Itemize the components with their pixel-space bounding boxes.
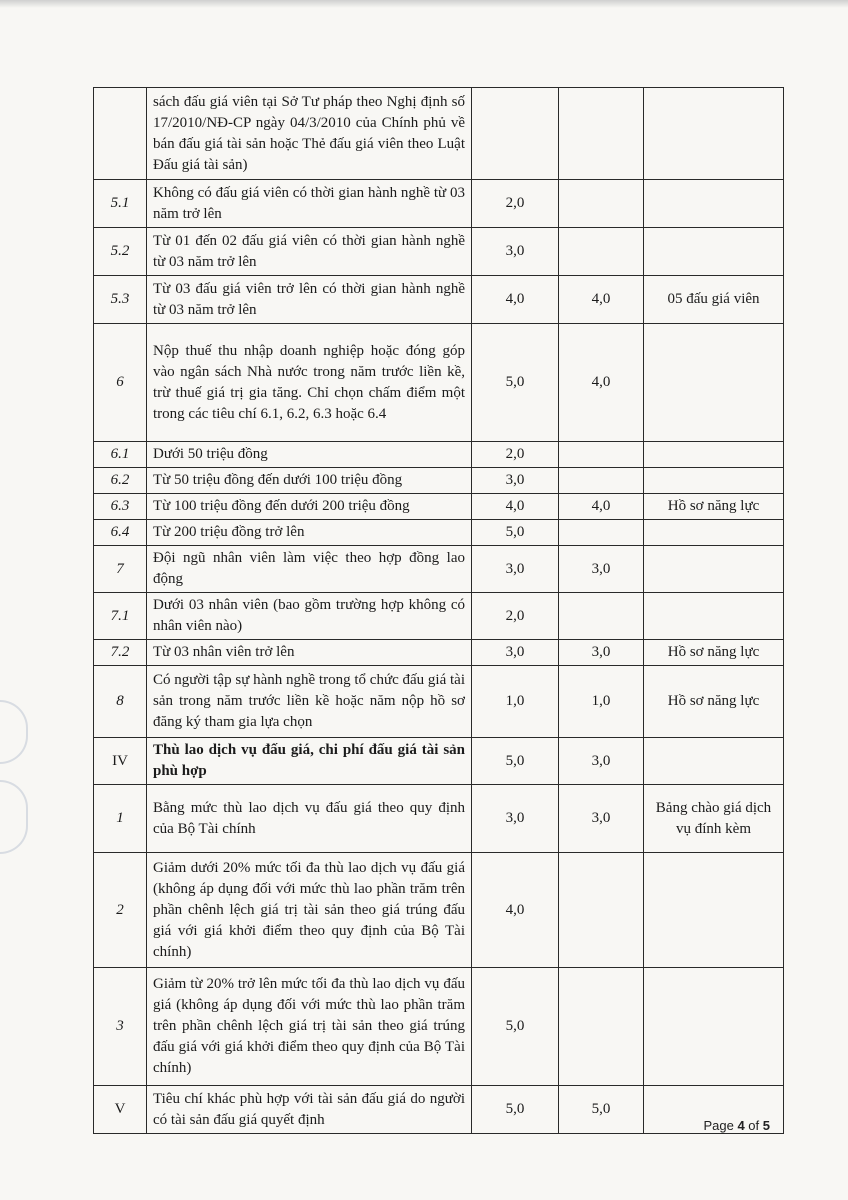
row-index: 6.4: [94, 520, 147, 546]
table-row: [94, 738, 784, 785]
table-row: [94, 785, 784, 853]
table-row: [94, 546, 784, 593]
table-row: [94, 853, 784, 968]
criterion-text: Từ 50 triệu đồng đến dưới 100 triệu đồng: [147, 468, 472, 494]
of-word: of: [748, 1118, 760, 1133]
evidence-note: [644, 593, 784, 640]
table-row: [94, 180, 784, 228]
row-index: 2: [94, 853, 147, 968]
max-score: 5,0: [472, 520, 559, 546]
row-index: 5.2: [94, 228, 147, 276]
awarded-score: 4,0: [559, 276, 644, 324]
max-score: 3,0: [472, 468, 559, 494]
scoring-table: [93, 87, 784, 1134]
criterion-text: Có người tập sự hành nghề trong tổ chức đấu giá tài sản trong năm trước liền kề hoặc năm nộp hồ sơ đăng ký tham gia lựa chọn: [147, 666, 472, 738]
criterion-text: Dưới 50 triệu đồng: [147, 442, 472, 468]
scan-edge-shadow: [0, 0, 848, 8]
row-index: 6: [94, 324, 147, 442]
evidence-note: [644, 324, 784, 442]
max-score: 4,0: [472, 494, 559, 520]
table-row: [94, 520, 784, 546]
evidence-note: [644, 968, 784, 1086]
awarded-score: [559, 968, 644, 1086]
max-score: 5,0: [472, 738, 559, 785]
criterion-text: Dưới 03 nhân viên (bao gồm trường hợp không có nhân viên nào): [147, 593, 472, 640]
row-index: [94, 88, 147, 180]
criterion-text: Không có đấu giá viên có thời gian hành nghề từ 03 năm trở lên: [147, 180, 472, 228]
row-index: 7.2: [94, 640, 147, 666]
table-row: [94, 593, 784, 640]
max-score: 3,0: [472, 546, 559, 593]
awarded-score: [559, 593, 644, 640]
awarded-score: [559, 442, 644, 468]
evidence-note: 05 đấu giá viên: [644, 276, 784, 324]
criterion-text: Tiêu chí khác phù hợp với tài sản đấu giá do người có tài sản đấu giá quyết định: [147, 1086, 472, 1134]
awarded-score: 4,0: [559, 494, 644, 520]
max-score: 2,0: [472, 593, 559, 640]
awarded-score: [559, 180, 644, 228]
page-word: Page: [703, 1118, 734, 1133]
evidence-note: [644, 738, 784, 785]
table-row: [94, 228, 784, 276]
awarded-score: 3,0: [559, 640, 644, 666]
table-row: [94, 494, 784, 520]
table-row: [94, 640, 784, 666]
criterion-text: Giảm từ 20% trở lên mức tối đa thù lao dịch vụ đấu giá (không áp dụng đối với mức thù lao phần trăm trên phần chênh lệch giá trị tài sản theo giá trúng đấu giá với giá khởi điểm theo quy định của Bộ Tài chính): [147, 968, 472, 1086]
awarded-score: 1,0: [559, 666, 644, 738]
max-score: 4,0: [472, 853, 559, 968]
max-score: 3,0: [472, 640, 559, 666]
awarded-score: 5,0: [559, 1086, 644, 1134]
max-score: 5,0: [472, 1086, 559, 1134]
row-index: 7.1: [94, 593, 147, 640]
table-row: [94, 324, 784, 442]
table-row: [94, 968, 784, 1086]
evidence-note: [644, 228, 784, 276]
max-score: 1,0: [472, 666, 559, 738]
evidence-note: Hồ sơ năng lực: [644, 666, 784, 738]
evidence-note: [644, 468, 784, 494]
awarded-score: 3,0: [559, 738, 644, 785]
max-score: 2,0: [472, 180, 559, 228]
table-row: [94, 468, 784, 494]
table-row: [94, 442, 784, 468]
criterion-text: Từ 200 triệu đồng trở lên: [147, 520, 472, 546]
criterion-text: Giảm dưới 20% mức tối đa thù lao dịch vụ đấu giá (không áp dụng đối với mức thù lao phần trăm trên phần chênh lệch giá trị tài sản theo giá trúng đấu giá với giá khởi điểm theo quy định của Bộ Tài chính): [147, 853, 472, 968]
row-index: 6.2: [94, 468, 147, 494]
row-index: 5.1: [94, 180, 147, 228]
max-score: 5,0: [472, 324, 559, 442]
max-score: 5,0: [472, 968, 559, 1086]
row-index: 5.3: [94, 276, 147, 324]
criterion-text: Từ 100 triệu đồng đến dưới 200 triệu đồng: [147, 494, 472, 520]
table-row: [94, 1086, 784, 1134]
row-index: 7: [94, 546, 147, 593]
page-footer: [703, 1118, 770, 1133]
max-score: 3,0: [472, 228, 559, 276]
max-score: 4,0: [472, 276, 559, 324]
stamp-fragment: [0, 780, 28, 854]
table-row: [94, 276, 784, 324]
evidence-note: Hồ sơ năng lực: [644, 640, 784, 666]
awarded-score: [559, 520, 644, 546]
awarded-score: [559, 228, 644, 276]
criterion-text: Đội ngũ nhân viên làm việc theo hợp đồng lao động: [147, 546, 472, 593]
criterion-text: Từ 01 đến 02 đấu giá viên có thời gian hành nghề từ 03 năm trở lên: [147, 228, 472, 276]
awarded-score: 4,0: [559, 324, 644, 442]
evidence-note: [644, 853, 784, 968]
evidence-note: [644, 88, 784, 180]
current-page: 4: [737, 1118, 745, 1133]
evidence-note: Bảng chào giá dịch vụ đính kèm: [644, 785, 784, 853]
row-index: 8: [94, 666, 147, 738]
evidence-note: Hồ sơ năng lực: [644, 494, 784, 520]
criterion-text: Từ 03 đấu giá viên trở lên có thời gian hành nghề từ 03 năm trở lên: [147, 276, 472, 324]
awarded-score: 3,0: [559, 785, 644, 853]
stamp-fragment: [0, 700, 28, 764]
awarded-score: 3,0: [559, 546, 644, 593]
awarded-score: [559, 853, 644, 968]
row-index: 3: [94, 968, 147, 1086]
max-score: 3,0: [472, 785, 559, 853]
evidence-note: [644, 546, 784, 593]
row-index: 1: [94, 785, 147, 853]
row-index: IV: [94, 738, 147, 785]
criterion-text: Nộp thuế thu nhập doanh nghiệp hoặc đóng góp vào ngân sách Nhà nước trong năm trước liền kề, trừ thuế giá trị gia tăng. Chỉ chọn chấm điểm một trong các tiêu chí 6.1, 6.2, 6.3 hoặc 6.4: [147, 324, 472, 442]
max-score: [472, 88, 559, 180]
max-score: 2,0: [472, 442, 559, 468]
evidence-note: [644, 442, 784, 468]
row-index: 6.3: [94, 494, 147, 520]
evidence-note: [644, 520, 784, 546]
scoring-table-body: [94, 88, 784, 1134]
criterion-text: Thù lao dịch vụ đấu giá, chi phí đấu giá tài sản phù hợp: [147, 738, 472, 785]
criterion-text: Từ 03 nhân viên trở lên: [147, 640, 472, 666]
table-row: [94, 88, 784, 180]
row-index: V: [94, 1086, 147, 1134]
table-row: [94, 666, 784, 738]
total-pages: 5: [762, 1118, 770, 1133]
criterion-text: sách đấu giá viên tại Sở Tư pháp theo Nghị định số 17/2010/NĐ-CP ngày 04/3/2010 của Chính phủ về bán đấu giá tài sản hoặc Thẻ đấu giá viên theo Luật Đấu giá tài sản): [147, 88, 472, 180]
awarded-score: [559, 468, 644, 494]
criterion-text: Bằng mức thù lao dịch vụ đấu giá theo quy định của Bộ Tài chính: [147, 785, 472, 853]
awarded-score: [559, 88, 644, 180]
row-index: 6.1: [94, 442, 147, 468]
evidence-note: [644, 180, 784, 228]
